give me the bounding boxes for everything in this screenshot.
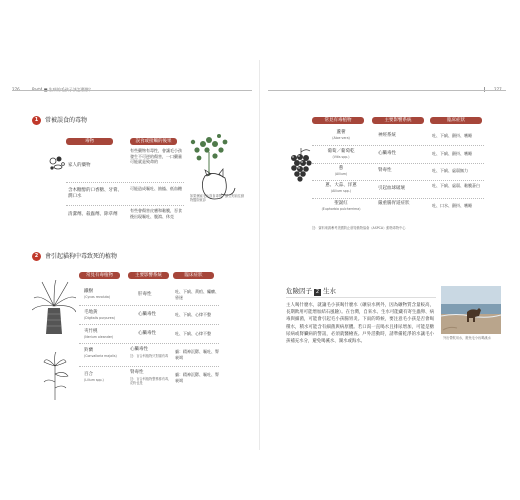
right-row3-symptom: 吐、下痢、虛弱無力 — [432, 168, 468, 173]
section2-title: 會引起貓狗中毒致死的植物 — [45, 253, 118, 260]
cycad-illustration — [32, 280, 76, 336]
section2-row5-note: 註：百合科植物整株都有毒，花粉也是 — [130, 377, 172, 385]
section2-divider-2 — [79, 324, 219, 325]
section2-row2-symptom: 吐、下痢、心律不整 — [175, 312, 211, 317]
right-source-note: 註：資料來源參考美國防止虐待動物協會（ASPCA）動物毒物中心 — [312, 226, 406, 230]
section2-row5-symptom: 貓：精神沉鬱、嘔吐、腎衰竭 — [175, 372, 219, 383]
section2-row5-system: 腎毒性 — [130, 370, 144, 375]
grapes-illustration — [288, 148, 314, 182]
section2-row3-latin: (Nerium oleander) — [84, 335, 114, 339]
danger-title-rule — [286, 297, 436, 298]
right-header-symptom: 臨床症狀 — [430, 117, 482, 124]
page-spine — [259, 60, 260, 450]
section1-header-effect: 誤食或接觸的後果 — [130, 138, 177, 145]
right-row5-name: 聖誕紅 — [334, 201, 348, 206]
danger-badge: 2 — [315, 289, 320, 295]
right-row5-symptom: 吐、口水、顫抖、嗜睡 — [432, 203, 472, 208]
section2-row1-name: 鐵樹 — [84, 289, 93, 294]
right-row4-symptom: 吐、下痢、虛弱、黏膜蒼白 — [432, 183, 480, 188]
right-divider-4 — [312, 198, 484, 199]
section1-row1-effect: 有些藥物有毒性，會讓毛小孩發生不可逆的傷害，一口藥量可能就是致命的 — [130, 148, 182, 164]
section2-row4-name: 鈴蘭 — [84, 348, 93, 353]
section2-header-system: 主要影響系統 — [128, 272, 169, 279]
section2-row2-latin: (Digitalis purpurea) — [84, 316, 115, 320]
dog-beach-photo — [441, 286, 501, 334]
section1-row3-effect: 有些會傷害皮膚和黏膜，吞食後出現嘔吐、腹瀉、休克 — [130, 208, 182, 219]
section2-row1-system: 肝毒性 — [138, 292, 152, 297]
lily-illustration — [40, 352, 70, 400]
danger-title — [286, 287, 336, 296]
right-divider-3 — [312, 180, 484, 181]
section2-row2-name: 毛地黃 — [84, 310, 98, 315]
right-row2-system: 心臟毒性 — [378, 151, 396, 156]
section1-divider-1 — [66, 182, 184, 183]
right-header-system: 主要影響系統 — [372, 117, 424, 124]
right-header-plant: 常見有毒植物 — [312, 117, 364, 124]
right-row2-latin: (Vitis spp.) — [332, 155, 350, 159]
right-row5-system: 嚴重腸胃道症狀 — [378, 201, 410, 206]
right-row1-symptom: 吐、下痢、顫抖、嗜睡 — [432, 133, 472, 138]
section1-number: 1 — [32, 116, 41, 125]
right-row5-latin: (Euphorbia pulcherrima) — [321, 207, 361, 211]
section2-divider-3 — [79, 343, 219, 344]
right-row2-symptom: 吐、下痢、顫抖、嗜睡 — [432, 151, 472, 156]
section1-row3-item: 清潔劑、殺蟲劑、除草劑 — [68, 212, 118, 217]
section2-row4-note: 註：百合科植物只對貓有毒 — [130, 354, 169, 358]
medicine-icon — [48, 155, 66, 173]
right-row1-system: 神經系統 — [378, 133, 396, 138]
right-row4-latin: (Allium spp.) — [330, 189, 352, 193]
right-row4-name: 蔥、大蒜、洋蔥 — [325, 183, 357, 188]
left-header-rule — [12, 90, 252, 91]
section2-row4-latin: (Convallaria majalis) — [84, 354, 117, 358]
section2-row5-latin: (Lilium spp.) — [84, 378, 104, 382]
right-row3-name: 蔥 — [338, 166, 344, 171]
section2-row2-system: 心臟毒性 — [138, 312, 156, 317]
right-divider-2 — [312, 163, 484, 164]
right-row3-system: 腎毒性 — [378, 168, 392, 173]
right-row1-latin: (Aloe vera) — [332, 136, 350, 140]
danger-title-left: 危險因子 — [286, 287, 312, 295]
section2-header-symptom: 臨床症狀 — [173, 272, 214, 279]
section1-side-caption: 如果懷疑毛孩誤食毒物，請立刻前往動物醫院就診 — [190, 194, 245, 202]
section1-row2-item: 含木糖醇的口香糖、牙膏、潤口水 — [68, 188, 122, 199]
right-header-rule — [268, 90, 506, 91]
right-row1-name: 蘆薈 — [336, 130, 346, 135]
danger-body: 主人喝什麼水，就讓毛小孩喝什麼水（礦泉水例外，因為礦物質含量較高，長期飲用可能增加結石風險）。在台灣，自來水、生水可能藏有寄生蟲卵、病毒與細菌，可能會引起毛小孩腸胃炎。下雨的時候，要注意毛小孩是否會喝積水，積水可能含有細菌與病原體。若口渴一直喝水且排尿增加，可能是糖尿病或腎臟病的警訊，必須就醫檢查。戶外活動時，請準備乾淨的水讓毛小孩補充水分，避免喝溪水、湖水或海水。 — [286, 303, 434, 345]
danger-title-right: 生水 — [323, 287, 336, 295]
section1-row2-effect: 可能造成嘔吐、抽搐、低血糖 — [130, 186, 182, 191]
right-divider-1 — [312, 145, 484, 146]
section1-title: 常被誤食的毒物 — [45, 117, 88, 124]
section2-divider-4 — [79, 366, 219, 367]
section1-divider-2 — [66, 205, 184, 206]
section2-row3-symptom: 吐、下痢、心律不整 — [175, 331, 211, 336]
section2-row4-system: 心臟毒性 — [130, 347, 148, 352]
section2-row1-symptom: 吐、下痢、黃疸、癲癇、昏迷 — [175, 289, 219, 300]
section2-divider-1 — [79, 305, 219, 306]
section2-number: 2 — [32, 252, 41, 261]
danger-photo-caption: 外出帶飲用水，避免毛小孩喝溪水 — [443, 336, 491, 340]
section2-row1-latin: (Cycas revoluta) — [84, 295, 111, 299]
right-row2-name: 葡萄／葡萄乾 — [327, 149, 355, 154]
right-row4-system: 引起血球破壞 — [378, 186, 405, 191]
section2-row3-name: 夾竹桃 — [84, 329, 98, 334]
section1-row1-item: 家人的藥物 — [68, 163, 91, 168]
section1-header-poison: 毒物 — [66, 138, 113, 145]
section2-row4-symptom: 貓：精神沉鬱、嘔吐、腎衰竭 — [175, 349, 219, 360]
section2-row5-name: 百合 — [84, 372, 93, 377]
section2-header-plant: 常見有毒植物 — [79, 272, 120, 279]
right-row3-latin: (Allium) — [334, 172, 348, 176]
section2-row3-system: 心臟毒性 — [138, 331, 156, 336]
